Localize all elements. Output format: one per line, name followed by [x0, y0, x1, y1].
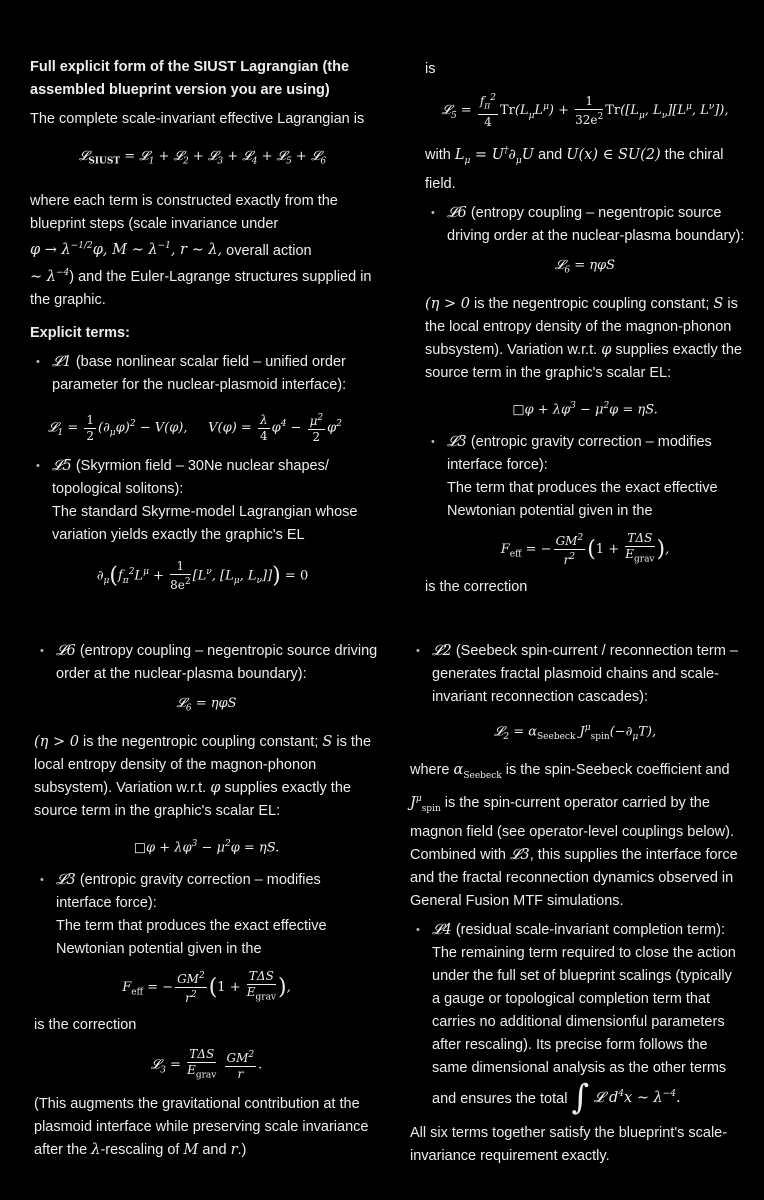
- list-item-L3: [34, 869, 379, 961]
- where-text-3: is the spin-current operator carried by the magnon field (see operator-level couplings below). Combined with: [410, 794, 735, 863]
- term-detail: The term that produces the exact effective Newtonian potential given in the: [447, 480, 718, 520]
- augment-description: [34, 1093, 379, 1162]
- alpha-seebeck-math: $\alpha_{Seebeck}$: [453, 761, 502, 781]
- ensures-text: and ensures the total: [432, 1090, 568, 1107]
- equation-skyrme-el: $\partial_\mu(f_\pi^2L^\mu$ + $\frac{1}{8e^2}$ [$L^\nu$, [$L_\mu$, $L_\nu]]) = 0$: [96, 559, 309, 593]
- list-item-L2: [410, 640, 740, 709]
- construction-description: [30, 190, 375, 313]
- final-statement: All six terms together satisfy the blueprint's scale-invariance requirement exactly.: [410, 1125, 728, 1165]
- term-symbol: 𝓛6: [447, 205, 467, 222]
- desc-text-c: ) and the Euler-Lagrange structures supplied in the graphic.: [30, 269, 372, 309]
- term-symbol: 𝓛3: [447, 434, 467, 451]
- where-label: where: [410, 761, 450, 778]
- term-description: (entropy coupling – negentropic source driving order at the nuclear-plasma boundary):: [56, 643, 378, 682]
- panel-bottom-right: [410, 640, 740, 1168]
- eta-text-2: is the local entropy density of the magnon-phonon subsystem). Variation w.r.t.: [425, 295, 738, 358]
- panel-top-left: [30, 56, 375, 593]
- explicit-terms-label: Explicit terms:: [30, 325, 130, 342]
- equation-scalar-el: □φ + $\lambda\varphi^3 - \mu^2\varphi = \eta S$.: [512, 400, 658, 418]
- equation-Feff: $F_{eff}$ = − $\frac{GM^2}{r^2}$ (1 + $\frac{\text{TΔS}}{E_{grav}}$ ),: [500, 531, 670, 568]
- augment-text-2: -rescaling of: [100, 1142, 180, 1159]
- chiral-label: the chiral field.: [425, 147, 724, 193]
- r-math: r: [230, 1142, 238, 1159]
- equation-L1: 𝓛$_1$ = $\frac{1}{2}$ $(\partial_\mu\varphi)^2 - V(\varphi)$, V(φ) = $\frac{\lambda}{4}$ $\varphi^4$ − $\frac{\mu^2}{2}$ $\varphi^2$: [48, 412, 342, 445]
- desc-action-math: ∼ $\lambda^{-4}$: [30, 268, 70, 286]
- with-label: with: [425, 147, 451, 164]
- eta-math: (η > 0: [425, 295, 470, 312]
- term-symbol: 𝓛1: [52, 354, 72, 371]
- L3-math: 𝓛3: [509, 846, 530, 863]
- close-paren: .): [237, 1142, 247, 1159]
- is-text: is: [425, 61, 436, 77]
- term-description: (Skyrmion field – 30Ne nuclear shapes/ topological solitons):: [52, 458, 329, 498]
- correction-text: is the correction: [425, 579, 528, 596]
- augment-text: (This augments the gravitational contribution at the plasmoid interface while preserving scale invariance after the: [34, 1096, 369, 1159]
- eta-text-2: is the local entropy density of the magnon-phonon subsystem). Variation w.r.t.: [34, 733, 372, 796]
- J-spin-math: $J^\mu_{spin}$: [410, 793, 441, 814]
- M-math: M: [183, 1142, 199, 1159]
- lambda-math: λ: [91, 1142, 101, 1159]
- list-item-L6: [34, 640, 379, 686]
- seebeck-description: [410, 759, 740, 913]
- panel-bottom-left: [34, 640, 379, 1162]
- and-label: and: [538, 147, 563, 164]
- term-description: (residual scale-invariant completion term):: [455, 921, 725, 938]
- action-integral-math: ∫ 𝓛 $d^4x$ ∼ $\lambda^{-4}$.: [571, 1077, 681, 1118]
- list-item-L4: [410, 919, 740, 1118]
- eta-description: [425, 293, 745, 385]
- eta-text-3: supplies exactly the source term in the graphic's scalar EL:: [425, 341, 742, 381]
- equation-scalar-el: □φ + $\lambda\varphi^3 - \mu^2\varphi = \eta S$.: [133, 838, 280, 855]
- term-detail: The standard Skyrme-model Lagrangian whose variation yields exactly the graphic's EL: [52, 504, 358, 544]
- equation-L3: 𝓛$_3$ = $\frac{\text{TΔS}}{E_{grav}}$ $\frac{GM^2}{r}$ .: [150, 1046, 263, 1082]
- eta-description: [34, 731, 379, 823]
- panel-top-right: [425, 58, 745, 599]
- L-mu-definition: $L_\mu = U^\dagger\partial_\mu U$: [454, 146, 535, 167]
- where-text-2: is the spin-Seebeck coefficient and: [505, 761, 730, 778]
- S-math: S: [322, 733, 333, 750]
- term-description: (entropy coupling – negentropic source driving order at the nuclear-plasma boundary):: [447, 205, 745, 245]
- term-detail: The remaining term required to close the action under the full set of blueprint scalings (typically a gauge or topological completion term that carries no additional dimensionful parameters after rescaling). Its precise form follows the same dimensional analysis as the other terms: [432, 944, 736, 1076]
- term-symbol: 𝓛6: [56, 643, 76, 659]
- list-item-L1: [30, 351, 375, 397]
- ensures-line: [432, 1077, 740, 1118]
- correction-text: is the correction: [34, 1016, 137, 1033]
- desc-text-a: where each term is constructed exactly from the blueprint steps (scale invariance under: [30, 192, 338, 232]
- equation-L5: 𝓛$_5$ = $\frac{f_\pi^2}{4}$ $Tr(L_\mu L^\mu)$ + $\frac{1}{32e^2}$ $Tr([L_\mu$, $L_\nu][L^\mu$, $L^\nu$]),: [441, 93, 729, 130]
- list-item-L6: [425, 202, 745, 248]
- equation-total-lagrangian: 𝓛$_{SIUST}$ = 𝓛$_1$ + 𝓛$_2$ + 𝓛$_3$ + 𝓛$_4$ + 𝓛$_5$ + 𝓛$_6$: [78, 149, 327, 167]
- equation-Feff: $F_{eff}$ = − $\frac{GM^2}{r^2}$ (1 + $\frac{\text{TΔS}}{E_{grav}}$ ),: [122, 969, 291, 1005]
- eta-text: is the negentropic coupling constant;: [473, 295, 710, 312]
- section-heading: Full explicit form of the SIUST Lagrangian (the assembled blueprint version you are using): [30, 59, 350, 98]
- eta-math: (η > 0: [34, 733, 79, 750]
- intro-text: The complete scale-invariant effective Lagrangian is: [30, 111, 365, 127]
- where-text-4: , this supplies the interface force and the fractal reconnection dynamics observed in General Fusion MTF simulations.: [410, 846, 738, 909]
- term-detail: The term that produces the exact effective Newtonian potential given in the: [56, 917, 327, 957]
- equation-L6: 𝓛$_6$ = ηφS: [554, 258, 616, 276]
- equation-L6: 𝓛$_6$ = ηφS: [176, 696, 237, 714]
- list-item-L5: [30, 455, 375, 547]
- term-description: (base nonlinear scalar field – unified order parameter for the nuclear-plasmoid interface):: [52, 354, 347, 394]
- desc-text-b: overall action: [226, 242, 312, 259]
- list-item-L3: [425, 431, 745, 523]
- desc-scaling-math: $\varphi \to \lambda^{-1/2}\varphi$, M ∼ $\lambda^{-1}$, r ∼ λ,: [30, 241, 223, 259]
- term-symbol: 𝓛4: [432, 921, 452, 938]
- term-description: (entropic gravity correction – modifies interface force):: [56, 871, 321, 911]
- phi-math: φ: [601, 341, 612, 358]
- term-symbol: 𝓛2: [432, 643, 452, 659]
- eta-text-3: supplies exactly the source term in the graphic's scalar EL:: [34, 779, 351, 819]
- eta-text: is the negentropic coupling constant;: [82, 733, 319, 750]
- term-description: (Seebeck spin-current / reconnection term – generates fractal plasmoid chains and scale-invariant reconnection cascades):: [432, 643, 738, 705]
- term-symbol: 𝓛5: [52, 458, 72, 475]
- term-symbol: 𝓛3: [56, 871, 76, 888]
- S-math: S: [713, 295, 724, 312]
- and-label: and: [202, 1142, 227, 1159]
- phi-math: φ: [210, 779, 221, 796]
- equation-L2: 𝓛$_2$ = $\alpha_{Seebeck}$ $J^\mu_{spin}(-\partial_\mu T)$,: [493, 723, 657, 742]
- U-su2-math: U(x) ∈ SU(2): [566, 147, 661, 164]
- chiral-field-text: [425, 140, 745, 196]
- term-description: (entropic gravity correction – modifies interface force):: [447, 434, 712, 474]
